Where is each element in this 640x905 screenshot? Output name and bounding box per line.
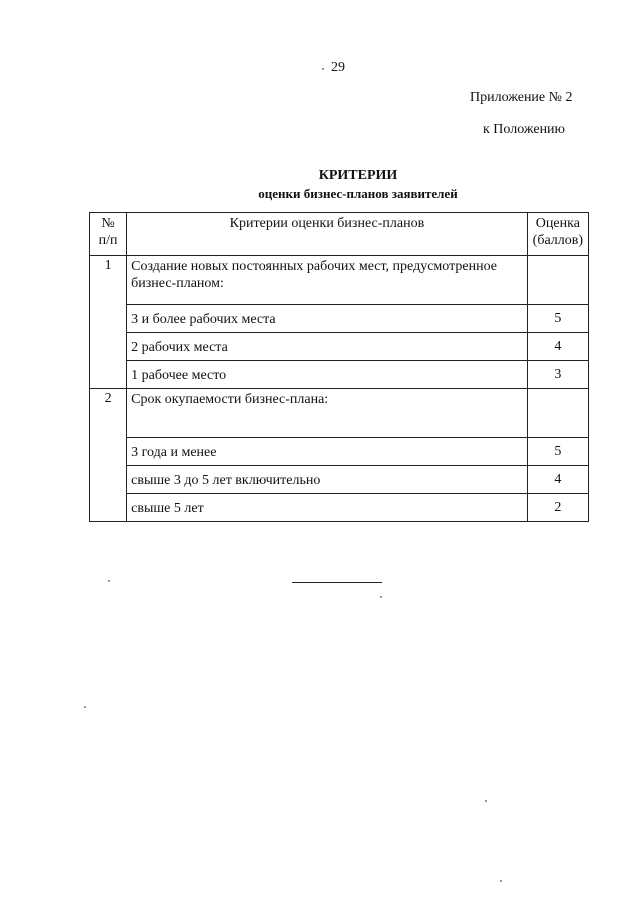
scan-speck bbox=[500, 880, 502, 882]
score-value: 4 bbox=[527, 466, 588, 494]
criteria-table bbox=[89, 212, 589, 522]
option-label: 1 рабочее место bbox=[127, 361, 528, 389]
table-row bbox=[90, 333, 589, 361]
table-row bbox=[90, 305, 589, 333]
row-number: 2 bbox=[90, 389, 127, 522]
criterion-title: Срок окупаемости бизнес-плана: bbox=[127, 389, 528, 438]
score-cell bbox=[527, 256, 588, 305]
option-label: свыше 5 лет bbox=[127, 494, 528, 522]
option-label: 2 рабочих места bbox=[127, 333, 528, 361]
end-divider bbox=[292, 582, 382, 583]
regulation-reference: к Положению bbox=[483, 122, 566, 137]
table-header-row bbox=[90, 213, 589, 256]
document-title: КРИТЕРИИ bbox=[318, 168, 398, 183]
score-value: 3 bbox=[527, 361, 588, 389]
score-value: 2 bbox=[527, 494, 588, 522]
table-row bbox=[90, 361, 589, 389]
option-label: 3 и более рабочих места bbox=[127, 305, 528, 333]
scan-speck bbox=[485, 800, 487, 802]
scan-speck bbox=[108, 580, 110, 582]
option-label: 3 года и менее bbox=[127, 438, 528, 466]
score-value: 5 bbox=[527, 438, 588, 466]
header-num: № п/п bbox=[90, 213, 127, 256]
table-row bbox=[90, 256, 589, 305]
page-number: 29 bbox=[331, 60, 345, 75]
score-value: 4 bbox=[527, 333, 588, 361]
scan-speck bbox=[380, 596, 382, 598]
document-subtitle: оценки бизнес-планов заявителей bbox=[258, 186, 458, 201]
table-row bbox=[90, 438, 589, 466]
appendix-label: Приложение № 2 bbox=[470, 90, 573, 105]
scan-speck bbox=[84, 706, 86, 708]
option-label: свыше 3 до 5 лет включительно bbox=[127, 466, 528, 494]
scan-speck bbox=[322, 68, 324, 70]
row-number: 1 bbox=[90, 256, 127, 389]
table-row bbox=[90, 466, 589, 494]
header-score: Оценка (баллов) bbox=[527, 213, 588, 256]
table-row bbox=[90, 494, 589, 522]
criterion-title: Создание новых постоянных рабочих мест, предусмотренное бизнес-планом: bbox=[127, 256, 528, 305]
score-value: 5 bbox=[527, 305, 588, 333]
score-cell bbox=[527, 389, 588, 438]
table-row bbox=[90, 389, 589, 438]
header-criteria: Критерии оценки бизнес-планов bbox=[127, 213, 528, 256]
